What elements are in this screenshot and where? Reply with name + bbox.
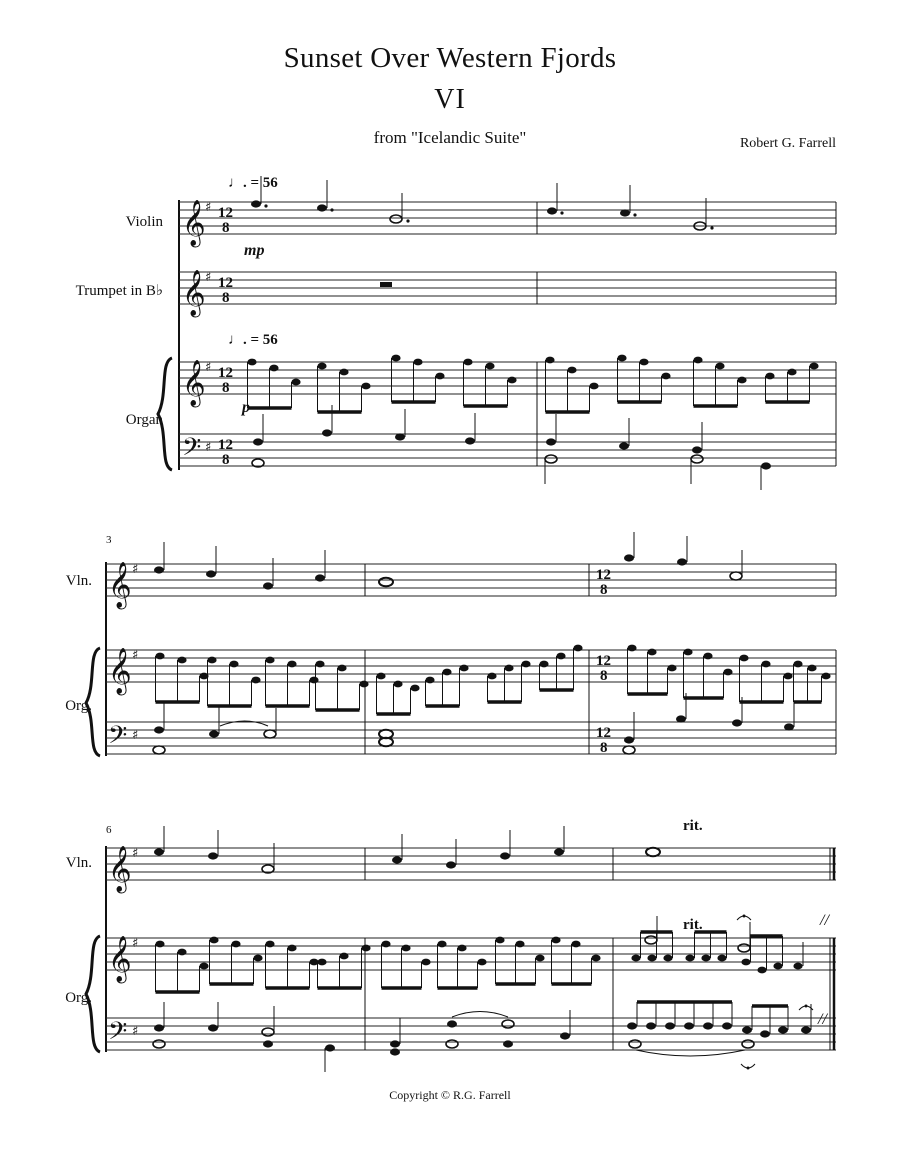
note-head xyxy=(821,673,830,680)
note-head xyxy=(793,661,802,668)
rit-violin: rit. xyxy=(683,818,703,834)
dynamic-violin: mp xyxy=(244,242,265,259)
note-head xyxy=(287,945,296,952)
score-title: Sunset Over Western Fjords xyxy=(283,42,617,74)
note-head xyxy=(539,661,548,668)
note-head xyxy=(309,677,318,684)
bass-clef-icon: 𝄢 xyxy=(182,433,202,468)
note-head xyxy=(317,363,326,370)
note-head xyxy=(401,945,410,952)
svg-text:12: 12 xyxy=(596,653,611,669)
svg-text:8: 8 xyxy=(222,452,230,468)
label-violin-short: Vln. xyxy=(65,855,92,871)
tempo-marking-violin: ♩. = 56 xyxy=(228,175,278,191)
svg-text:12: 12 xyxy=(218,205,233,221)
note-head xyxy=(647,955,656,962)
note-head xyxy=(251,677,260,684)
note-head xyxy=(361,945,370,952)
composer-name: Robert G. Farrell xyxy=(739,136,836,151)
note-head xyxy=(229,661,238,668)
note-head xyxy=(515,941,524,948)
note-head xyxy=(647,649,656,656)
note-head xyxy=(199,963,208,970)
note-head xyxy=(741,959,750,966)
svg-text:12: 12 xyxy=(218,365,233,381)
note-head xyxy=(507,377,516,384)
system-2 xyxy=(65,532,836,756)
note-head xyxy=(685,955,694,962)
note-head xyxy=(693,357,702,364)
sharp-icon: ♯ xyxy=(205,360,212,375)
note-head xyxy=(701,955,710,962)
note-head xyxy=(421,959,430,966)
label-organ-short: Org. xyxy=(65,990,92,1006)
sharp-icon: ♯ xyxy=(132,728,139,743)
note-head xyxy=(265,941,274,948)
staff-organ-bass xyxy=(106,722,836,754)
note-head xyxy=(291,379,300,386)
organ-brace xyxy=(86,648,100,756)
organ-treble-notes xyxy=(155,912,830,992)
note-head xyxy=(253,955,262,962)
note-head xyxy=(207,657,216,664)
note-head xyxy=(663,955,672,962)
note-head xyxy=(435,373,444,380)
note-head xyxy=(209,937,218,944)
sharp-icon: ♯ xyxy=(132,562,139,577)
note-head xyxy=(361,383,370,390)
note-head xyxy=(737,377,746,384)
svg-text:8: 8 xyxy=(222,290,230,306)
note-head xyxy=(177,657,186,664)
organ-bass-notes xyxy=(153,693,794,754)
staff-trumpet xyxy=(179,272,836,304)
note-head xyxy=(739,655,748,662)
note-head xyxy=(315,661,324,668)
note-head xyxy=(535,955,544,962)
note-head xyxy=(617,355,626,362)
tempo-marking-organ: ♩. = 56 xyxy=(228,332,278,348)
treble-clef-icon: 𝄞 xyxy=(108,846,132,892)
note-head xyxy=(485,363,494,370)
note-head xyxy=(703,653,712,660)
note-head xyxy=(627,645,636,652)
treble-clef-icon: 𝄞 xyxy=(108,648,132,694)
note-head xyxy=(381,941,390,948)
svg-text:8: 8 xyxy=(222,220,230,236)
sharp-icon: ♯ xyxy=(132,1024,139,1039)
sharp-icon: ♯ xyxy=(132,846,139,861)
note-head xyxy=(591,955,600,962)
note-head xyxy=(807,665,816,672)
note-head xyxy=(487,673,496,680)
sharp-icon: ♯ xyxy=(132,648,139,663)
note-head xyxy=(783,673,792,680)
label-organ: Organ xyxy=(125,412,163,428)
organ-treble-notes xyxy=(247,355,818,412)
svg-text:8: 8 xyxy=(600,668,608,684)
note-head xyxy=(477,959,486,966)
note-head xyxy=(231,941,240,948)
note-head xyxy=(639,359,648,366)
label-trumpet: Trumpet in B♭ xyxy=(75,283,163,299)
note-head xyxy=(773,963,782,970)
treble-clef-icon: 𝄞 xyxy=(182,270,206,316)
note-head xyxy=(715,363,724,370)
treble-clef-icon: 𝄞 xyxy=(108,936,132,982)
note-head xyxy=(463,359,472,366)
note-head xyxy=(410,685,419,692)
note-head xyxy=(567,367,576,374)
rit-organ: rit. xyxy=(683,917,703,933)
note-head xyxy=(723,669,732,676)
sharp-icon: ♯ xyxy=(205,200,212,215)
staff-violin xyxy=(179,202,836,234)
svg-text:12: 12 xyxy=(218,437,233,453)
note-head xyxy=(504,665,513,672)
note-head xyxy=(393,681,402,688)
note-head xyxy=(459,665,468,672)
sharp-icon: ♯ xyxy=(132,936,139,951)
note-head xyxy=(155,941,164,948)
organ-treble-notes xyxy=(155,645,830,714)
sharp-icon: ♯ xyxy=(205,440,212,455)
violin-notes xyxy=(251,176,714,230)
violin-notes xyxy=(154,826,660,873)
copyright-notice: Copyright © R.G. Farrell xyxy=(389,1088,511,1102)
note-head xyxy=(661,373,670,380)
caesura-icon: // xyxy=(820,912,829,929)
note-head xyxy=(247,359,256,366)
note-head xyxy=(339,953,348,960)
treble-clef-icon: 𝄞 xyxy=(182,360,206,406)
whole-rest xyxy=(380,282,392,287)
label-violin: Violin xyxy=(125,214,163,230)
organ-bass-notes xyxy=(252,405,771,490)
note-head xyxy=(683,649,692,656)
svg-text:8: 8 xyxy=(600,740,608,756)
note-head xyxy=(177,949,186,956)
svg-text:8: 8 xyxy=(222,380,230,396)
note-head xyxy=(556,653,565,660)
source-subtitle: from "Icelandic Suite" xyxy=(373,128,527,147)
note-head xyxy=(337,665,346,672)
note-head xyxy=(571,941,580,948)
note-head xyxy=(442,669,451,676)
dynamic-organ: p xyxy=(242,399,250,416)
time-signature xyxy=(596,567,611,756)
system-3 xyxy=(65,818,836,1072)
treble-clef-icon: 𝄞 xyxy=(182,200,206,246)
note-head xyxy=(573,645,582,652)
note-head xyxy=(269,365,278,372)
note-head xyxy=(589,383,598,390)
note-head xyxy=(437,941,446,948)
svg-text:12: 12 xyxy=(596,567,611,583)
note-head xyxy=(413,359,422,366)
note-head xyxy=(155,653,164,660)
movement-number: VI xyxy=(434,84,466,115)
note-head xyxy=(761,661,770,668)
note-head xyxy=(765,373,774,380)
treble-clef-icon: 𝄞 xyxy=(108,562,132,608)
note-head xyxy=(391,355,400,362)
bass-clef-icon: 𝄢 xyxy=(108,1017,128,1052)
sharp-icon: ♯ xyxy=(205,270,212,285)
svg-text:8: 8 xyxy=(600,582,608,598)
staff-organ-treble xyxy=(106,650,836,682)
note-head xyxy=(667,665,676,672)
svg-text:12: 12 xyxy=(218,275,233,291)
note-head xyxy=(339,369,348,376)
note-head xyxy=(265,657,274,664)
note-head xyxy=(757,967,766,974)
note-head xyxy=(545,357,554,364)
system-1 xyxy=(76,175,836,490)
note-head xyxy=(287,661,296,668)
note-head xyxy=(457,945,466,952)
note-head xyxy=(495,937,504,944)
note-head xyxy=(425,677,434,684)
note-head xyxy=(787,369,796,376)
staff-organ-bass xyxy=(179,434,836,466)
note-head xyxy=(717,955,726,962)
label-organ-short: Org. xyxy=(65,698,92,714)
note-head xyxy=(359,681,368,688)
organ-bass-notes xyxy=(153,1002,828,1072)
violin-notes xyxy=(154,532,742,590)
measure-number: 3 xyxy=(106,534,112,546)
measure-number: 6 xyxy=(106,824,112,836)
bass-clef-icon: 𝄢 xyxy=(108,721,128,756)
note-head xyxy=(521,661,530,668)
note-head xyxy=(551,937,560,944)
staff-violin xyxy=(106,848,836,880)
note-head xyxy=(809,363,818,370)
svg-text:12: 12 xyxy=(596,725,611,741)
label-violin-short: Vln. xyxy=(65,573,92,589)
note-head xyxy=(317,959,326,966)
note-head xyxy=(631,955,640,962)
note-head xyxy=(376,673,385,680)
caesura-icon: // xyxy=(818,1011,827,1028)
